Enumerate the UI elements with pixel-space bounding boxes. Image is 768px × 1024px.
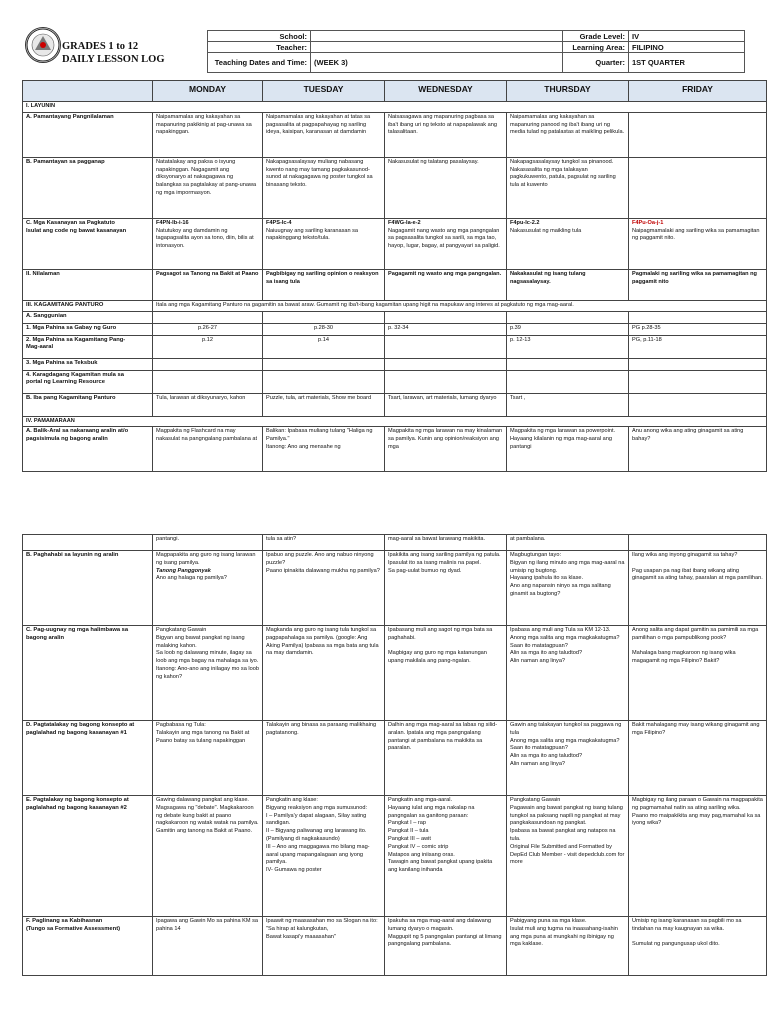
cell-text: Puzzle, tula, art materials, Show me board <box>266 394 372 401</box>
cell-text: pantangi. <box>156 536 180 542</box>
row-label <box>23 917 153 976</box>
school-label: School: <box>208 31 311 42</box>
row-label <box>23 370 153 393</box>
table-row <box>23 427 767 472</box>
cell-text: Nakakasulat ng isang tulang nagsasalaysay. <box>510 270 586 285</box>
quarter-label: Quarter: <box>563 53 629 73</box>
cell-friday[interactable] <box>629 393 767 416</box>
row-label-text: II. Nilalaman <box>26 270 60 277</box>
dates-value[interactable]: (WEEK 3) <box>311 53 563 73</box>
school-value[interactable] <box>311 31 563 42</box>
cell-text: Magpapakita ang guro ng isang larawan ng isang pamilya. Tanong Panggonyak Ano ang halaga ng pamilya? <box>156 552 256 582</box>
row-label <box>23 796 153 917</box>
table-row <box>23 112 767 157</box>
title-line-1: GRADES 1 to 12 <box>62 41 139 52</box>
cell-text: Naisasagawa ang mapanuring pagbasa sa iba't ibang uri ng teksto at napapalawak ang talasalitaan. <box>388 113 497 136</box>
cell-text: Nakapagsasalaysay tungkol sa pinanood. Nakasasalita ng mga talakayan pagkukuwento, patula, pagsulat ng sariling tula at kuwento <box>510 158 616 189</box>
day-tuesday: TUESDAY <box>263 81 385 102</box>
cell-text: F4pu-Ic-2.2 Nakasusulat ng maikling tula <box>510 219 582 234</box>
cell-monday[interactable] <box>153 218 263 269</box>
cell-text: p.14 <box>318 336 329 343</box>
cell-friday[interactable] <box>629 311 767 323</box>
teacher-label: Teacher: <box>208 42 311 53</box>
cell-thursday[interactable] <box>507 393 629 416</box>
row-label-text: 4. Karagdagang Kagamitan mula sa portal ng Learning Resource <box>26 371 124 386</box>
cell-text: Ipabuo ang puzzle. Ano ang nabuo ninyong puzzle? Paano ipinakita dalawang mukha ng pamilya? <box>266 552 380 574</box>
cell-friday[interactable] <box>629 323 767 335</box>
cell-text: p.28-30 <box>314 324 333 331</box>
page-2 <box>0 530 768 1024</box>
cell-tuesday[interactable] <box>263 323 385 335</box>
row-label-text: 1. Mga Pahina sa Gabay ng Guro <box>26 324 117 331</box>
cell-wednesday[interactable] <box>385 626 507 721</box>
cell-text: Ipabasang muli ang sagot ng mga bata sa paghahabi. Magbigay ang guro ng mga katanungan upang makilala ang pang-ngalan. <box>388 627 493 665</box>
cell-text: Pangkatang Gawain Pagawain ang bawat pangkat ng isang tulang tungkol sa paksang napili ng pangkat at may pangkakasundoan ng pangkat. Ipabasa sa bawat pangkat ang natapos na tula. Original File Submitted and Formatted by DepEd Club Member - visit depedclub.com for more <box>510 797 625 866</box>
cell-text: F4PS-Ic-4 Naiuugnay ang sariling karanasan sa napakinggang teksto/tula. <box>266 219 359 242</box>
quarter-value[interactable]: 1ST QUARTER <box>629 53 745 73</box>
cell-monday[interactable] <box>153 917 263 976</box>
lesson-log-table-page-1 <box>22 80 767 472</box>
cell-wednesday[interactable] <box>385 370 507 393</box>
section-heading: I. LAYUNIN <box>23 102 767 113</box>
row-label <box>23 112 153 157</box>
row-label-text: B. Paghahabi sa layunin ng aralin <box>26 552 119 558</box>
cell-text: Tsart, larawan, art materials, lumang dyaryo <box>388 394 497 401</box>
cell-text: Pagsagot sa Tanong na Bakit at Paano <box>156 270 259 277</box>
cell-wednesday[interactable] <box>385 721 507 796</box>
cell-text: Nakapagsasalaysay muliang nabasang kwento nang may tamang pagkakasunod-sunod at nakagagawa ng poster tungkol sa binasang teksto. <box>266 158 373 189</box>
cell-text: Magkanda ang guro ng isang tula tungkol sa pagpapahalaga sa pamilya. (google: Ang Aking Pamilya) Ipabasa sa mga bata ang tula na may damdamin. <box>266 627 379 657</box>
table-row <box>23 335 767 358</box>
day-friday: FRIDAY <box>629 81 767 102</box>
day-thursday: THURSDAY <box>507 81 629 102</box>
cell-text: Ipaawit ng maasasahan mo sa Slogan na ito: "Sa hirap at kalungkutan, Bawat kasapi'y maaasahan" <box>266 918 378 940</box>
table-row <box>23 370 767 393</box>
teacher-value[interactable] <box>311 42 563 53</box>
cell-monday[interactable] <box>153 427 263 472</box>
row-label: III. KAGAMITANG PANTURO <box>23 300 153 311</box>
cell-tuesday[interactable] <box>263 626 385 721</box>
cell-wednesday[interactable] <box>385 535 507 551</box>
cell-text: Ipakikita ang isang sariling pamilya ng patula. Ipasulat ito sa isang malinis na papel. Sa pag-uulat bumuo ng dyad. <box>388 552 501 574</box>
cell-text: Pagbibigay ng sariling opinion o reaksyon sa isang tula <box>266 270 379 285</box>
cell-tuesday[interactable] <box>263 393 385 416</box>
cell-text: Nakasusulat ng talatang pasalaysay. <box>388 158 479 165</box>
cell-tuesday[interactable] <box>263 112 385 157</box>
cell-thursday[interactable] <box>507 551 629 626</box>
cell-monday[interactable] <box>153 335 263 358</box>
section-row <box>23 416 767 427</box>
cell-tuesday[interactable] <box>263 218 385 269</box>
cell-wednesday[interactable] <box>385 358 507 370</box>
table-row <box>23 551 767 626</box>
table-row <box>23 358 767 370</box>
area-label: Learning Area: <box>563 42 629 53</box>
cell-wednesday[interactable] <box>385 157 507 218</box>
cell-tuesday[interactable] <box>263 551 385 626</box>
cell-monday[interactable] <box>153 796 263 917</box>
day-header-row <box>23 81 767 102</box>
cell-friday[interactable] <box>629 370 767 393</box>
cell-monday[interactable] <box>153 112 263 157</box>
cell-text: Pagmalaki ng sariling wika sa pamamagitan ng paggamit nito <box>632 270 757 285</box>
section-heading: IV. PAMAMARAAN <box>23 416 767 427</box>
cell-thursday[interactable] <box>507 358 629 370</box>
cell-monday[interactable] <box>153 311 263 323</box>
cell-monday[interactable] <box>153 626 263 721</box>
cell-thursday[interactable] <box>507 370 629 393</box>
cell-text: Pangkatin ang mga-aaral. Hayaang iulat ang mga nakalap na pangngalan sa ganitong paraan: Pangkat I – rap Pangkat II – tula Pangkat III – awit Pangkat IV – comic strip Matapos ang iniisang oras. Tawagin ang bawat pangkat upang ipakita ang kanilang inihanda <box>388 797 493 874</box>
cell-tuesday[interactable] <box>263 335 385 358</box>
cell-friday[interactable] <box>629 335 767 358</box>
row-label <box>23 311 153 323</box>
row-label <box>23 551 153 626</box>
row-label-text: B. Pamantayan sa pagganap <box>26 158 105 165</box>
cell-wednesday[interactable] <box>385 393 507 416</box>
table-row <box>23 721 767 796</box>
cell-wednesday[interactable] <box>385 269 507 300</box>
table-row <box>23 323 767 335</box>
cell-monday[interactable] <box>153 721 263 796</box>
cell-text: Pangkatang Gawain Bigyan ang bawat pangkat ng isang malaking kahon. Sa loob ng dalawang minute, ilagay sa loob ang mga bagay na mahalaga sa iyo. Itanong: Ano-ano ang inilagay mo sa loob ng kahon? <box>156 627 259 680</box>
cell-text: p. 12-13 <box>510 336 531 343</box>
cell-thursday[interactable] <box>507 157 629 218</box>
cell-thursday[interactable] <box>507 323 629 335</box>
row-label <box>23 157 153 218</box>
header-info-table <box>207 30 745 73</box>
table-row <box>23 626 767 721</box>
cell-tuesday[interactable] <box>263 796 385 917</box>
row-label-text: C. Mga Kasanayan sa Pagkatuto Isulat ang code ng bawat kasanayan <box>26 219 127 234</box>
cell-monday[interactable] <box>153 269 263 300</box>
cell-monday[interactable] <box>153 535 263 551</box>
cell-tuesday[interactable] <box>263 721 385 796</box>
cell-thursday[interactable] <box>507 112 629 157</box>
cell-tuesday[interactable] <box>263 269 385 300</box>
cell-text: Magbugtungan tayo: Bigyan ng ilang minuto ang mga mag-aaral na umisip ng bugtong. Hayaang ipahula ito sa klase. Ano ang napansin ninyo sa mga salitang ginamit sa bugtong? <box>510 552 625 597</box>
cell-text: Tsart , <box>510 394 526 401</box>
materials-instruction: Itala ang mga Kagamitang Panturo na gagamitin sa bawat araw. Gumamit ng iba't-ibang kagamitan upang higit na mapukaw ang interes at pagkatuto ng mga mag-aaral. <box>153 300 767 311</box>
cell-text: F4PN-Ib-i-16 Natutukoy ang damdamin ng tagapagsalita ayon sa tono, diin, bilis at intonasyon. <box>156 219 254 250</box>
table-row <box>23 393 767 416</box>
deped-seal-logo <box>25 27 61 63</box>
cell-friday[interactable] <box>629 218 767 269</box>
cell-text: Magpakita ng mga larawan na may kinalaman sa pamilya. Kunin ang opinion/reaksiyon ang mga <box>388 428 503 450</box>
cell-thursday[interactable] <box>507 917 629 976</box>
cell-text: Naipamamalas ang kakayahan sa mapanuring pakikinig at pag-unawa sa napakinggan. <box>156 113 252 136</box>
materials-heading-row <box>23 300 767 311</box>
cell-friday[interactable] <box>629 269 767 300</box>
cell-text: PG p.28-35 <box>632 324 661 331</box>
cell-thursday[interactable] <box>507 535 629 551</box>
cell-text: Pagagamit ng wasto ang mga pangngalan. <box>388 270 502 277</box>
cell-friday[interactable] <box>629 157 767 218</box>
cell-thursday[interactable] <box>507 335 629 358</box>
cell-friday[interactable] <box>629 535 767 551</box>
row-label <box>23 335 153 358</box>
cell-text: p.39 <box>510 324 521 331</box>
cell-tuesday[interactable] <box>263 358 385 370</box>
cell-monday[interactable] <box>153 393 263 416</box>
cell-text: Ipagawa ang Gawin Mo sa pahina KM sa pahina 14 <box>156 918 258 932</box>
cell-thursday[interactable] <box>507 311 629 323</box>
cell-text: Balikan: Ipabasa muliang tulang "Haliga ng Pamilya." Itanong: Ano ang mensahe ng <box>266 428 373 450</box>
cell-wednesday[interactable] <box>385 427 507 472</box>
cell-text: Tula, larawan at diksyunaryo, kahon <box>156 394 246 401</box>
cell-text: Pabigyang puna sa mga klase. Isulat muli ang tugma na inaasahang-isahin ang mga puna at mungkahi ng ibinigay ng mga kaklase. <box>510 918 618 948</box>
cell-text: at pambalana. <box>510 536 546 542</box>
cell-thursday[interactable] <box>507 796 629 917</box>
cell-text: Magpakita ng mga larawan sa powerpoint. Hayaang kilalanin ng mga mag-aaral ang pantangi <box>510 428 616 450</box>
row-label-text: 3. Mga Pahina sa Teksbuk <box>26 359 98 366</box>
cell-tuesday[interactable] <box>263 917 385 976</box>
cell-monday[interactable] <box>153 157 263 218</box>
page-1 <box>0 0 768 482</box>
cell-text: Ilang wika ang inyong ginagamit sa tahay? Pag usapan pa nag ibat ibang wikang ating ginagamit sa ating tahay, paaralan at mga pamilihan. <box>632 552 763 582</box>
table-row <box>23 917 767 976</box>
blank-corner-cell <box>23 81 153 102</box>
cell-tuesday[interactable] <box>263 370 385 393</box>
cell-wednesday[interactable] <box>385 323 507 335</box>
cell-thursday[interactable] <box>507 626 629 721</box>
cell-friday[interactable] <box>629 112 767 157</box>
cell-thursday[interactable] <box>507 427 629 472</box>
cell-wednesday[interactable] <box>385 551 507 626</box>
day-monday: MONDAY <box>153 81 263 102</box>
cell-wednesday[interactable] <box>385 796 507 917</box>
grade-value[interactable]: IV <box>629 31 745 42</box>
row-label <box>23 393 153 416</box>
row-label <box>23 626 153 721</box>
cell-thursday[interactable] <box>507 218 629 269</box>
cell-friday[interactable] <box>629 358 767 370</box>
cell-wednesday[interactable] <box>385 112 507 157</box>
row-label <box>23 721 153 796</box>
cell-text: Naipamamalas ang kakayahan sa mapanuring panood ng iba't ibang uri ng media tulad ng patalastas at maikling pelikula. <box>510 113 625 136</box>
cell-text: Gawing dalawang pangkat ang klase. Magsagawa ng "debate". Magkakaroon ng debate kung bakit at paano nagkakaroon ng watak watak na pamilya. Gamitin ang tanong na Bakit at Paano. <box>156 797 259 835</box>
cell-tuesday[interactable] <box>263 157 385 218</box>
cell-text: Ipakuha sa mga mag-aaral ang dalawang lumang dyaryo o magasin. Maggupit ng 5 pangngalan pantangi at limang pangngalang pambalana. <box>388 918 502 948</box>
lesson-log-table-page-2 <box>22 534 767 976</box>
cell-text: Talakayin ang binasa sa paraang malikhaing pagtatanong. <box>266 722 377 736</box>
cell-thursday[interactable] <box>507 269 629 300</box>
cell-wednesday[interactable] <box>385 917 507 976</box>
cell-text: Natatalakay ang paksa o isyung napakinggan. Nagagamit ang diksyonaryo at nakagagawa ng balangkas sa pagtalakay at pang-unawa ng mga impormasyon. <box>156 158 257 196</box>
cell-tuesday[interactable] <box>263 311 385 323</box>
cell-thursday[interactable] <box>507 721 629 796</box>
row-label-text: 2. Mga Pahina sa Kagamitang Pang- Mag-aaral <box>26 336 126 351</box>
table-row <box>23 796 767 917</box>
cell-friday[interactable] <box>629 796 767 917</box>
cell-monday[interactable] <box>153 358 263 370</box>
cell-text: Magpakita ng Flashcard na may nakasulat na pangngalang pambalana at <box>156 428 258 443</box>
day-wednesday: WEDNESDAY <box>385 81 507 102</box>
dates-label: Teaching Dates and Time: <box>208 53 311 73</box>
section-row <box>23 102 767 113</box>
cell-text: Anong salita ang dapat gamitin sa pamimili sa mga pamilihan o mga pampublikong pook? Mahalaga bang magkaroon ng isang wika magagamit ng mga Filipino? Bakit? <box>632 627 759 665</box>
row-label-text: A. Balik-Aral sa nakaraang aralin at/o pagsisimula ng bagong aralin <box>26 428 129 443</box>
table-row <box>23 269 767 300</box>
cell-text: p.26-27 <box>198 324 217 331</box>
cell-text: Anu anong wika ang ating ginagamit sa ating bahay? <box>632 428 744 443</box>
cell-text: PG, p.11-18 <box>632 336 662 343</box>
row-label-text: B. Iba pang Kagamitang Panturo <box>26 394 116 401</box>
cell-friday[interactable] <box>629 626 767 721</box>
cell-friday[interactable] <box>629 917 767 976</box>
cell-text: Dalhin ang mga mag-aaral sa labas ng silid-aralan. Ipatala ang mga pangngalang pantangi at pambalana na makikita sa paaralan. <box>388 722 498 752</box>
cell-text: F4Pu-Oa-j-1 Naipagmamalaki ang sariling wika sa pamamagitan ng paggamit nito. <box>632 219 760 242</box>
cell-text: Magbigay ng ilang paraan o Gawain na magpapakita ng pagmamahal natin sa ating sariling wika. Paano mo maipakikita ang may pag,mamahal ka sa iyong wika? <box>632 797 763 827</box>
cell-wednesday[interactable] <box>385 218 507 269</box>
cell-friday[interactable] <box>629 427 767 472</box>
title-line-2: DAILY LESSON LOG <box>62 54 165 65</box>
cell-text: p. 32-34 <box>388 324 409 331</box>
row-label-text: A. Sanggunian <box>26 312 67 319</box>
cell-monday[interactable] <box>153 323 263 335</box>
cell-monday[interactable] <box>153 551 263 626</box>
row-label-text: E. Pagtalakay ng bagong konsepto at paglalahad ng bagong kasanayan #2 <box>26 797 129 811</box>
cell-tuesday[interactable] <box>263 427 385 472</box>
cell-text: Gawin ang talakayan tungkol sa paggawa ng tula Anong mga salita ang mga magkakatugma? Saan ito matatagpuan? Alin sa mga ito ang taludtod? Alin naman ang linya? <box>510 722 622 767</box>
cell-text: F4WG-Ia-e-2 Nagagamit nang wasto ang mga pangngalan sa pagsasalita tungkol sa sarili, sa mga tao, hayop, lugar, bagay, at pangyayari sa paligid. <box>388 219 500 250</box>
row-label-text: C. Pag-uugnay ng mga halimbawa sa bagong aralin <box>26 627 129 641</box>
table-row <box>23 311 767 323</box>
row-label <box>23 269 153 300</box>
grade-label: Grade Level: <box>563 31 629 42</box>
row-label-text: A. Pamantayang Pangnilalaman <box>26 113 114 120</box>
cell-text: p.12 <box>202 336 213 343</box>
row-label <box>23 323 153 335</box>
row-label <box>23 358 153 370</box>
row-label <box>23 427 153 472</box>
table-row <box>23 157 767 218</box>
cell-text: Pangkatin ang klase: Bigyang reaksiyon ang mga sumusunod: I – Pamilya'y dapat alagaan, Silay sating sandigan. II – Bigyang paliwanag ang larawang ito. (Pamilyang di nagkakasundo) III – Ano ang maggagawa mo bilang mag-aaral upang mapangalagaan ang iyong pamilya. IV- Gumawa ng poster <box>266 797 370 874</box>
table-row <box>23 535 767 551</box>
cell-text: Umisip ng isang karanasan sa pagbili mo sa tindahan na may kaugnayan sa wika. Sumulat ng pangungusap ukol dito. <box>632 918 742 948</box>
cell-friday[interactable] <box>629 551 767 626</box>
cell-wednesday[interactable] <box>385 311 507 323</box>
area-value[interactable]: FILIPINO <box>629 42 745 53</box>
row-label-text: D. Pagtatalakay ng bagong konsepto at paglalahad ng bagong kasanayan #1 <box>26 722 135 736</box>
row-label <box>23 218 153 269</box>
cell-wednesday[interactable] <box>385 335 507 358</box>
table-row <box>23 218 767 269</box>
cell-text: Pagbabasa ng Tula: Talakayin ang mga tanong na Bakit at Paano batay sa tulang napakinggan <box>156 722 250 744</box>
row-label <box>23 535 153 551</box>
cell-text: Ipabasa ang muli ang Tula sa KM 12-13. Anong mga salita ang mga magkakatugma? Saan ito matatagpuan? Alin sa mga ito ang taludtod? Alin naman ang linya? <box>510 627 620 665</box>
row-label-text: F. Paglinang sa Kabihasnan (Tungo sa Formative Assessment) <box>26 918 121 932</box>
cell-monday[interactable] <box>153 370 263 393</box>
cell-text: Bakit mahalagang may isang wikang ginagamit ang mga Filipino? <box>632 722 760 736</box>
page-gap <box>0 482 768 530</box>
cell-text: tula sa atin? <box>266 536 297 542</box>
cell-tuesday[interactable] <box>263 535 385 551</box>
cell-text: mag-aaral sa bawat larawang makikita. <box>388 536 486 542</box>
cell-friday[interactable] <box>629 721 767 796</box>
cell-text: Naipamamalas ang kakayahan at tatas sa pagsasalita at pagpapahayag ng sariling ideya, kaisipan, karanasan at damdamin <box>266 113 371 136</box>
